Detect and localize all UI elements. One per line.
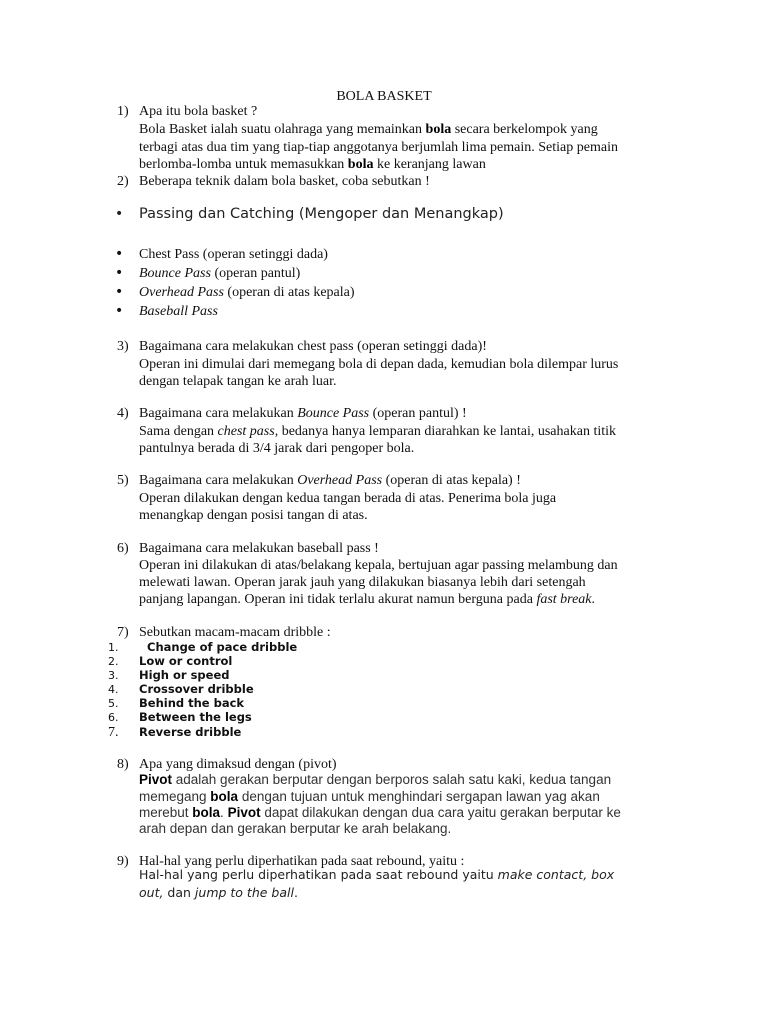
list-number: 7) xyxy=(117,625,129,640)
text-segment: adalah gerakan berputar dengan berporos salah satu kaki, kedua tangan xyxy=(172,772,612,787)
text-segment: terbagi atas dua tim yang tiap-tiap anggotanya berjumlah lima pemain. Setiap pemain xyxy=(139,140,618,155)
text-segment: berlomba-lomba untuk memasukkan xyxy=(139,157,348,172)
list-number: 9) xyxy=(117,854,129,869)
text-segment: ke keranjang lawan xyxy=(373,157,486,172)
paragraph-line xyxy=(139,574,586,591)
text-segment: merebut xyxy=(139,805,193,820)
text-segment: Bagaimana cara melakukan baseball pass ! xyxy=(139,541,379,556)
bullet-icon: • xyxy=(115,284,124,300)
text-segment: bola xyxy=(210,789,239,804)
text-segment: memegang xyxy=(139,789,211,804)
text-segment: Passing dan Catching (Mengoper dan Menangkap) xyxy=(139,206,504,222)
paragraph-line xyxy=(139,121,598,138)
bullet-icon: • xyxy=(115,246,124,262)
text-segment: bola xyxy=(347,157,374,172)
text-segment: Sebutkan macam-macam dribble : xyxy=(139,625,331,640)
paragraph-line xyxy=(139,884,298,901)
text-segment: Operan ini dimulai dari memegang bola di depan dada, kemudian bola dilempar lurus xyxy=(139,357,619,372)
paragraph-line xyxy=(139,356,618,373)
text-segment: menangkap dengan posisi tangan di atas. xyxy=(139,508,368,523)
dribble-number: 2. xyxy=(108,655,119,668)
document-title: BOLA BASKET xyxy=(336,89,432,104)
paragraph-line xyxy=(139,788,600,805)
text-segment: out, xyxy=(139,885,164,900)
text-segment: Overhead Pass xyxy=(139,285,224,300)
list-item xyxy=(115,265,301,282)
dribble-number: 5. xyxy=(108,697,119,710)
text-segment: bola xyxy=(425,122,452,137)
text-segment: chest pass xyxy=(217,424,275,439)
paragraph-line xyxy=(139,866,614,883)
text-segment: Hal-hal yang perlu diperhatikan pada saat rebound yaitu xyxy=(139,867,498,882)
text-segment: (operan di atas kepala) xyxy=(223,285,355,300)
text-segment: make contact, box xyxy=(497,867,615,882)
text-segment: Bagaimana cara melakukan chest pass (operan setinggi dada)! xyxy=(139,339,487,354)
text-segment: (operan di atas kepala) ! xyxy=(382,473,521,488)
bullet-icon: • xyxy=(115,265,124,281)
text-segment: Baseball Pass xyxy=(139,304,218,319)
dribble-number: 6. xyxy=(108,711,119,724)
text-segment: Bagaimana cara melakukan xyxy=(139,406,298,421)
text-segment: Bounce Pass xyxy=(297,406,370,421)
list-item xyxy=(115,303,218,320)
text-segment: Operan dilakukan dengan kedua tangan berada di atas. Penerima bola juga xyxy=(139,491,557,506)
text-segment: Hal-hal yang perlu diperhatikan pada saat rebound, yaitu : xyxy=(139,854,465,869)
text-segment: arah depan dan gerakan berputar ke arah belakang. xyxy=(139,821,452,836)
text-segment: . xyxy=(591,592,596,607)
text-segment: dan xyxy=(163,885,195,900)
text-segment: Apa yang dimaksud dengan (pivot) xyxy=(139,757,337,772)
text-segment: Beberapa teknik dalam bola basket, coba sebutkan ! xyxy=(139,174,430,189)
bullet-icon: • xyxy=(115,303,124,319)
paragraph-line xyxy=(139,557,618,574)
list-item xyxy=(115,206,504,223)
list-item xyxy=(117,103,258,120)
list-item xyxy=(117,540,379,557)
text-segment: Operan ini dilakukan di atas/belakang kepala, bertujuan agar passing melambung dan xyxy=(139,558,618,573)
list-number: 2) xyxy=(117,174,129,189)
text-segment: dengan tujuan untuk menghindari sergapan lawan yag akan xyxy=(238,789,600,804)
text-segment: pantulnya berada di 3/4 jarak dari pengoper bola. xyxy=(139,441,415,456)
list-item xyxy=(115,246,328,263)
text-segment: secara berkelompok yang xyxy=(451,122,598,137)
dribble-item: Change of pace dribble xyxy=(147,640,298,654)
list-item xyxy=(117,338,487,355)
list-number: 8) xyxy=(117,757,129,772)
text-segment: Sama dengan xyxy=(139,424,218,439)
text-segment: melewati lawan. Operan jarak jauh yang dilakukan biasanya lebih dari setengah xyxy=(139,575,586,590)
text-segment: Pivot xyxy=(139,772,173,787)
text-segment: Chest Pass (operan setinggi dada) xyxy=(139,247,328,262)
dribble-number: 1. xyxy=(108,641,119,654)
text-segment: Overhead Pass xyxy=(297,473,383,488)
list-number: 4) xyxy=(117,406,129,421)
dribble-item: Between the legs xyxy=(139,710,252,724)
text-segment: bola xyxy=(192,805,221,820)
paragraph-line xyxy=(139,771,611,788)
text-segment: Apa itu bola basket ? xyxy=(139,104,258,119)
list-item xyxy=(117,405,467,422)
text-segment: panjang lapangan. Operan ini tidak terlalu akurat namun berguna pada xyxy=(139,592,537,607)
list-number: 1) xyxy=(117,104,129,119)
text-segment: Bola Basket ialah suatu olahraga yang memainkan xyxy=(139,122,426,137)
dribble-item: Reverse dribble xyxy=(139,725,242,739)
text-segment: jump to the ball xyxy=(194,885,294,900)
list-number: 6) xyxy=(117,541,129,556)
paragraph-line xyxy=(139,423,616,440)
text-segment: . xyxy=(220,805,228,820)
paragraph-line xyxy=(139,373,336,390)
paragraph-line xyxy=(139,591,595,608)
list-number: 3) xyxy=(117,339,129,354)
paragraph-line xyxy=(139,507,368,524)
list-item xyxy=(117,173,430,190)
text-segment: (operan pantul) ! xyxy=(369,406,467,421)
text-segment: (operan pantul) xyxy=(210,266,301,281)
text-segment: fast break xyxy=(536,592,592,607)
text-segment: dengan telapak tangan ke arah luar. xyxy=(139,374,337,389)
dribble-number: 4. xyxy=(108,683,119,696)
paragraph-line xyxy=(139,139,618,156)
dribble-number: 3. xyxy=(108,669,119,682)
text-segment: , bedanya hanya lemparan diarahkan ke lantai, usahakan titik xyxy=(274,424,617,439)
list-number: 5) xyxy=(117,473,129,488)
paragraph-line xyxy=(139,820,451,837)
text-segment: dapat dilakukan dengan dua cara yaitu gerakan berputar ke xyxy=(260,805,621,820)
text-segment: Bagaimana cara melakukan xyxy=(139,473,298,488)
dribble-number: 7. xyxy=(108,725,119,740)
text-segment: . xyxy=(293,885,298,900)
paragraph-line xyxy=(139,490,556,507)
dribble-item: Crossover dribble xyxy=(139,682,254,696)
dribble-item: Low or control xyxy=(139,654,233,668)
text-segment: Pivot xyxy=(227,805,261,820)
list-item xyxy=(117,472,521,489)
paragraph-line xyxy=(139,804,621,821)
paragraph-line xyxy=(139,156,486,173)
list-item xyxy=(115,284,355,301)
dribble-item: High or speed xyxy=(139,668,230,682)
paragraph-line xyxy=(139,440,414,457)
dribble-item: Behind the back xyxy=(139,696,245,710)
text-segment: Bounce Pass xyxy=(139,266,211,281)
bullet-icon: • xyxy=(115,206,124,222)
